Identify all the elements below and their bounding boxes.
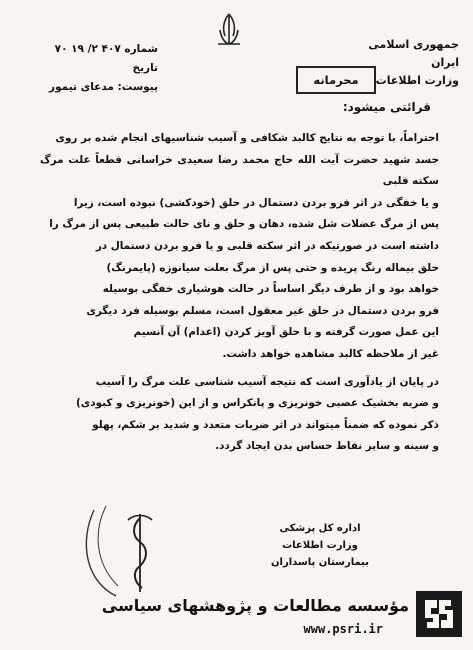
institute-url[interactable]: www.psri.ir <box>303 622 383 636</box>
body-line: و یا خفگی در اثر فرو بردن دستمال در حلق (خودکشی) نبوده است، زیرا <box>73 196 439 209</box>
letter-attachment: پیوست: مدعای تیمور <box>49 81 158 93</box>
body-line: ذکر نموده که ضمناً میتواند در اثر ضربات متعدد و شدید بر شکم، پهلو <box>92 418 439 431</box>
confidential-stamp: محرمانه <box>296 66 376 94</box>
signature-block <box>250 520 390 571</box>
watermark-footer <box>0 586 473 650</box>
body-line: در پایان از یادآوری است که نتیجه آسیب شناسی علت مرگ را آسیب <box>95 375 439 388</box>
body-line: فرو بردن دستمال در حلق غیر معقول است، مسلم بوسیله فرد دیگری <box>86 304 439 317</box>
institute-logo-icon <box>415 590 463 638</box>
letter-date-label: تاریخ <box>132 62 158 74</box>
body-line: پس از مرگ عضلات شل شده، دهان و حلق و نای حالت طبیعی پس از مرگ را <box>49 218 439 231</box>
org-ministry: وزارت اطلاعات <box>375 74 459 87</box>
letter-greeting: قرائتی میشود: <box>342 100 431 114</box>
signature-line: اداره کل پزشکی <box>279 523 361 534</box>
letter-number: شماره ۴۰۷ ۲/ ۱۹ ۷۰ <box>54 43 158 55</box>
body-line: خواهد بود و از طرف دیگر اساساً در حالت هوشیاری خفگی بوسیله <box>102 283 439 296</box>
letter-meta <box>8 40 158 97</box>
signature-line: بیمارستان پاسداران <box>270 557 369 568</box>
body-line: حلق بیماله رنگ پریده و حتی پس از مرگ بعلت سیانوزه (پایمرنگ) <box>106 261 439 274</box>
org-country: جمهوری اسلامی ایران <box>368 38 459 69</box>
body-line: این عمل صورت گرفته و با حلق آویز کردن (اعدام) آن آنسیم <box>133 326 439 339</box>
institute-name: مؤسسه مطالعات و پژوهشهای سیاسی <box>101 596 409 615</box>
body-line: و سینه و سایر نقاط حساس بدن ایجاد گردد. <box>215 440 439 453</box>
body-line: داشته است در صورتیکه در اثر سکته قلبی و یا فرو بردن دستمال در <box>95 239 439 252</box>
body-line: احتراماً، با توجه به نتایج کالبد شکافی و آسیب شناسیهای انجام شده بر روی <box>55 132 439 144</box>
official-seal-icon <box>76 500 206 600</box>
body-line: غیر از ملاحظه کالبد مشاهده خواهد داشت. <box>222 347 439 360</box>
emblem-icon <box>210 10 248 50</box>
signature-line: وزارت اطلاعات <box>282 540 358 551</box>
body-line: و ضربه بخشیک عصبی خونریزی و پانکراس و از این (خونریزی و کبودی) <box>75 397 439 410</box>
letter-body <box>40 128 439 458</box>
body-line: جسد شهید حضرت آیت الله حاج محمد رضا سعیدی خراسانی قطعاً علت مرگ سکته قلبی <box>40 153 439 188</box>
